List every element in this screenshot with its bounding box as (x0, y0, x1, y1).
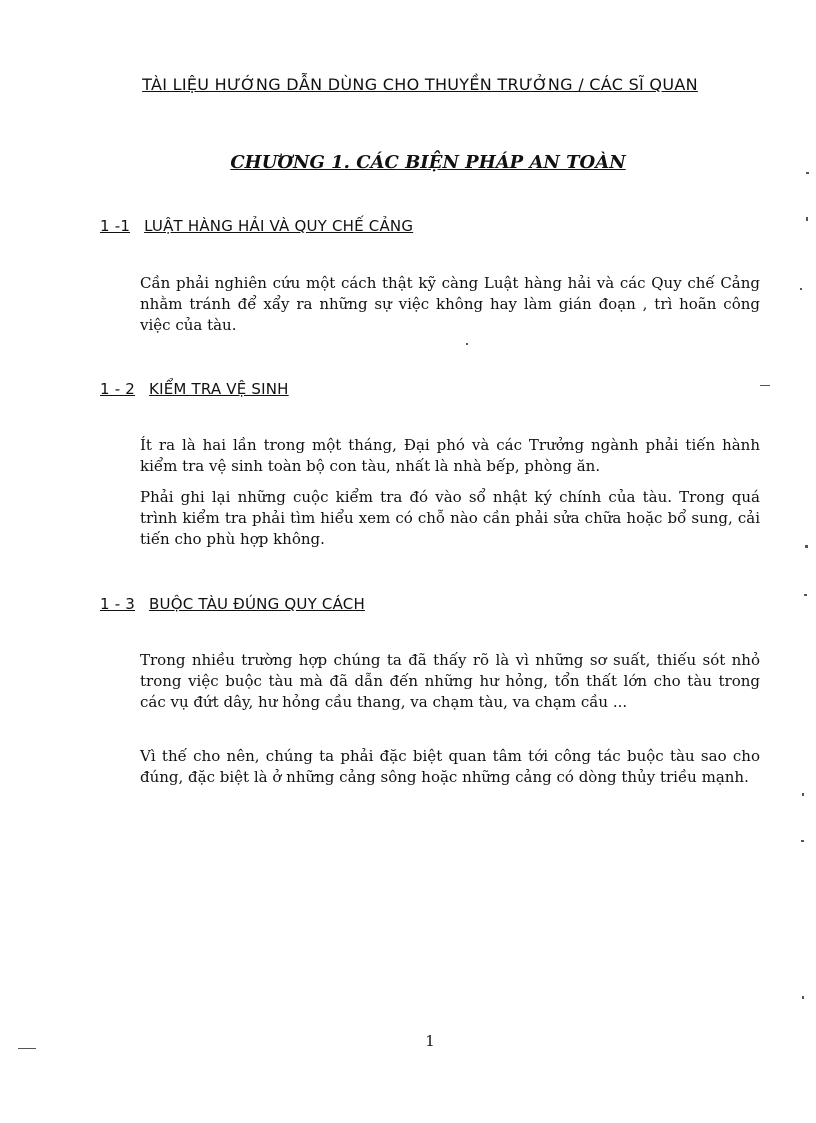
scan-speck (800, 288, 802, 290)
paragraph: Phải ghi lại những cuộc kiểm tra đó vào sổ nhật ký chính của tàu. Trong quá trình kiểm tra phải tìm hiểu xem có chỗ nào cần phải sửa chữa hoặc bổ sung, cải tiến cho phù hợp không. (140, 488, 760, 548)
section-title: LUẬT HÀNG HẢI VÀ QUY CHẾ CẢNG (144, 217, 414, 235)
scan-speck (804, 594, 807, 596)
scan-speck (806, 217, 808, 221)
chapter-title: CHƯƠNG 1. CÁC BIỆN PHÁP AN TOÀN (230, 152, 626, 173)
section-heading-1-1 (100, 217, 413, 235)
scan-speck (802, 996, 804, 999)
scan-speck (18, 1048, 36, 1049)
scan-speck (466, 343, 468, 345)
section-heading-1-3 (100, 595, 365, 613)
scan-speck (802, 793, 804, 796)
section-number: 1 -1 (100, 217, 131, 235)
page-number: 1 (425, 1032, 435, 1050)
paragraph: Vì thế cho nên, chúng ta phải đặc biệt quan tâm tới công tác buộc tàu sao cho đúng, đặc biệt là ở những cảng sông hoặc những cảng có dòng thủy triều mạnh. (140, 747, 760, 786)
paragraph: Ít ra là hai lần trong một tháng, Đại phó và các Trưởng ngành phải tiến hành kiểm tra vệ sinh toàn bộ con tàu, nhất là nhà bếp, phòng ăn. (140, 436, 760, 475)
scan-speck (805, 545, 808, 548)
scan-speck (806, 172, 809, 174)
document-header: TÀI LIỆU HƯỚNG DẪN DÙNG CHO THUYỀN TRƯỞNG / CÁC SĨ QUAN (142, 75, 698, 94)
section-heading-1-2 (100, 380, 289, 398)
section-title: KIỂM TRA VỆ SINH (149, 380, 289, 398)
paragraph: Trong nhiều trường hợp chúng ta đã thấy rõ là vì những sơ suất, thiếu sót nhỏ trong việc buộc tàu mà đã dẫn đến những hư hỏng, tổn thất lớn cho tàu trong các vụ đứt dây, hư hỏng cầu thang, va chạm tàu, va chạm cầu ... (140, 651, 760, 711)
scan-speck (760, 385, 770, 386)
section-title: BUỘC TÀU ĐÚNG QUY CÁCH (149, 595, 365, 613)
scan-speck (801, 840, 804, 842)
paragraph: Cần phải nghiên cứu một cách thật kỹ càng Luật hàng hải và các Quy chế Cảng nhằm tránh để xẩy ra những sự việc không hay làm gián đoạn , trì hoãn công việc của tàu. (140, 274, 760, 334)
section-number: 1 - 2 (100, 380, 136, 398)
section-number: 1 - 3 (100, 595, 136, 613)
